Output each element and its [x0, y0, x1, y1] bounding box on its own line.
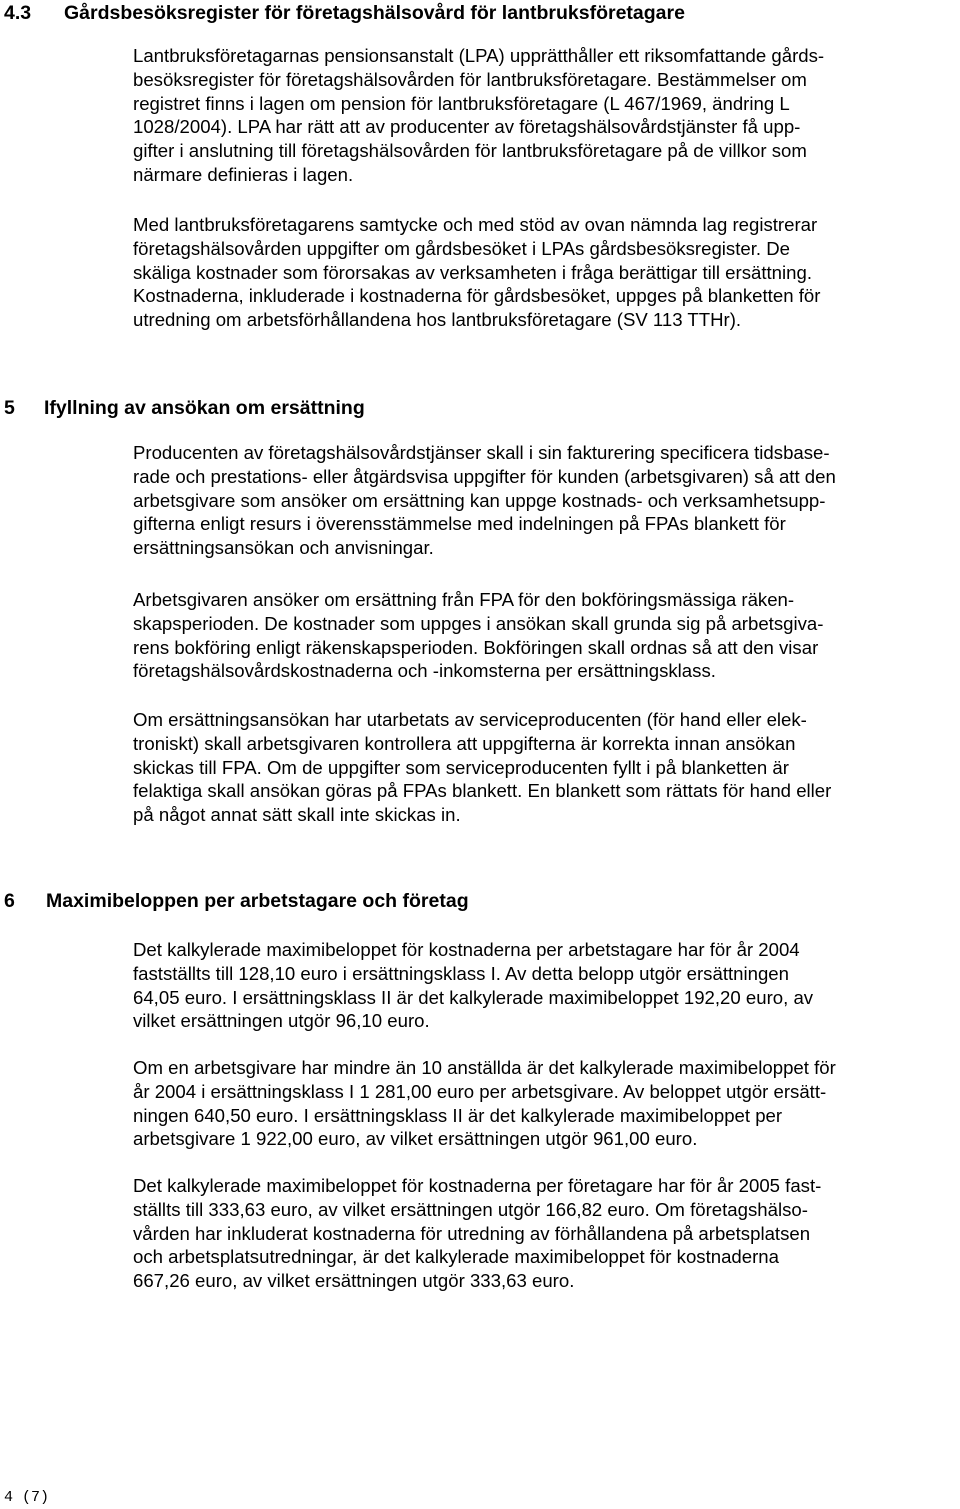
paragraph: [133, 44, 953, 187]
text-line: troniskt) skall arbetsgivaren kontrollera att uppgifterna är korrekta innan ansökan: [133, 732, 796, 754]
text-line: och arbetsplatsutredningar, är det kalkylerade maximibeloppet för kostnaderna: [133, 1246, 779, 1268]
text-line: Lantbruksföretagarnas pensionsanstalt (LPA) upprätthåller ett riksomfattande gårds-: [133, 45, 825, 66]
section-title: Maximibeloppen per arbetstagare och företag: [46, 890, 469, 912]
text-line: arbetsgivare som ansöker om ersättning kan uppge kostnads- och verksamhetsupp-: [133, 489, 826, 511]
text-line: ningen 640,50 euro. I ersättningsklass II är det kalkylerade maximibeloppet per: [133, 1104, 783, 1126]
text-line: vården har inkluderat kostnaderna för utredning av förhållandena på arbetsplatsen: [133, 1222, 811, 1244]
text-line: 667,26 euro, av vilket ersättningen utgör 333,63 euro.: [133, 1270, 575, 1292]
text-line: utredning om arbetsförhållandena hos lantbruksföretagare (SV 113 TTHr).: [133, 309, 742, 331]
section-title: Ifyllning av ansökan om ersättning: [44, 397, 365, 419]
paragraph: [133, 1174, 953, 1293]
paragraph: [133, 938, 953, 1033]
text-line: besöksregister för företagshälsovården för lantbruksföretagare. Bestämmelser om: [133, 68, 807, 90]
section-number: 6: [4, 890, 15, 912]
text-line: gifter i anslutning till företagshälsovården för lantbruksföretagare på de villkor som: [133, 140, 807, 162]
text-line: företagshälsovården uppgifter om gårdsbesöket i LPAs gårdsbesöksregister. De: [133, 237, 790, 259]
text-line: ersättningsansökan och anvisningar.: [133, 537, 434, 559]
section-number: 4.3: [4, 2, 32, 24]
text-line: registret finns i lagen om pension för lantbruksföretagare (L 467/1969, ändring L: [133, 92, 790, 114]
text-line: Arbetsgivaren ansöker om ersättning från FPA för den bokföringsmässiga räken-: [133, 589, 795, 610]
text-line: Det kalkylerade maximibeloppet för kostnaderna per företagare har för år 2005 fast-: [133, 1175, 822, 1196]
text-line: vilket ersättningen utgör 96,10 euro.: [133, 1010, 430, 1032]
text-line: skapsperioden. De kostnader som uppges i ansökan skall grunda sig på arbetsgiva-: [133, 612, 824, 634]
paragraph: [133, 441, 953, 560]
text-line: Producenten av företagshälsovårdstjänser skall i sin fakturering specificera tidsbase-: [133, 442, 830, 463]
text-line: skickas till FPA. Om de uppgifter som serviceproducenten fyllt i på blanketten är: [133, 756, 789, 778]
text-line: fastställts till 128,10 euro i ersättningsklass I. Av detta belopp utgör ersättningen: [133, 962, 789, 984]
text-line: 1028/2004). LPA har rätt att av producenter av företagshälsovårdstjänster få upp-: [133, 116, 801, 138]
paragraph: [133, 1056, 953, 1151]
text-line: Det kalkylerade maximibeloppet för kostnaderna per arbetstagare har för år 2004: [133, 939, 800, 960]
text-line: på något annat sätt skall inte skickas in.: [133, 804, 461, 826]
text-line: arbetsgivare 1 922,00 euro, av vilket ersättningen utgör 961,00 euro.: [133, 1128, 698, 1150]
text-line: Om ersättningsansökan har utarbetats av serviceproducenten (för hand eller elek-: [133, 709, 807, 730]
text-line: Med lantbruksföretagarens samtycke och med stöd av ovan nämnda lag registrerar: [133, 214, 818, 235]
text-line: skäliga kostnader som förorsakas av verksamheten i fråga berättigar till ersättning.: [133, 261, 812, 283]
paragraph: [133, 213, 953, 332]
text-line: rens bokföring enligt räkenskapsperioden. Bokföringen skall ordnas så att den visar: [133, 636, 819, 658]
text-line: rade och prestations- eller åtgärdsvisa uppgifter för kunden (arbetsgivaren) så att den: [133, 465, 836, 487]
text-line: närmare definieras i lagen.: [133, 163, 354, 185]
text-line: företagshälsovårdskostnaderna och -inkomsterna per ersättningsklass.: [133, 660, 716, 682]
text-line: år 2004 i ersättningsklass I 1 281,00 euro per arbetsgivare. Av beloppet utgör ersätt-: [133, 1080, 827, 1102]
text-line: gifterna enligt resurs i överensstämmelse med indelningen på FPAs blankett för: [133, 513, 786, 535]
text-line: Kostnaderna, inkluderade i kostnaderna för gårdsbesöket, uppges på blanketten för: [133, 285, 821, 307]
section-title: Gårdsbesöksregister för företagshälsovård för lantbruksföretagare: [64, 2, 685, 24]
text-line: Om en arbetsgivare har mindre än 10 anställda är det kalkylerade maximibeloppet för: [133, 1057, 836, 1078]
paragraph: [133, 708, 953, 827]
page-number: 4 (7): [4, 1489, 50, 1506]
text-line: felaktiga skall ansökan göras på FPAs blankett. En blankett som rättats för hand eller: [133, 780, 832, 802]
text-line: 64,05 euro. I ersättningsklass II är det kalkylerade maximibeloppet 192,20 euro, av: [133, 986, 814, 1008]
text-line: ställts till 333,63 euro, av vilket ersättningen utgör 166,82 euro. Om företagshälso-: [133, 1198, 808, 1220]
paragraph: [133, 588, 953, 683]
section-number: 5: [4, 397, 15, 419]
